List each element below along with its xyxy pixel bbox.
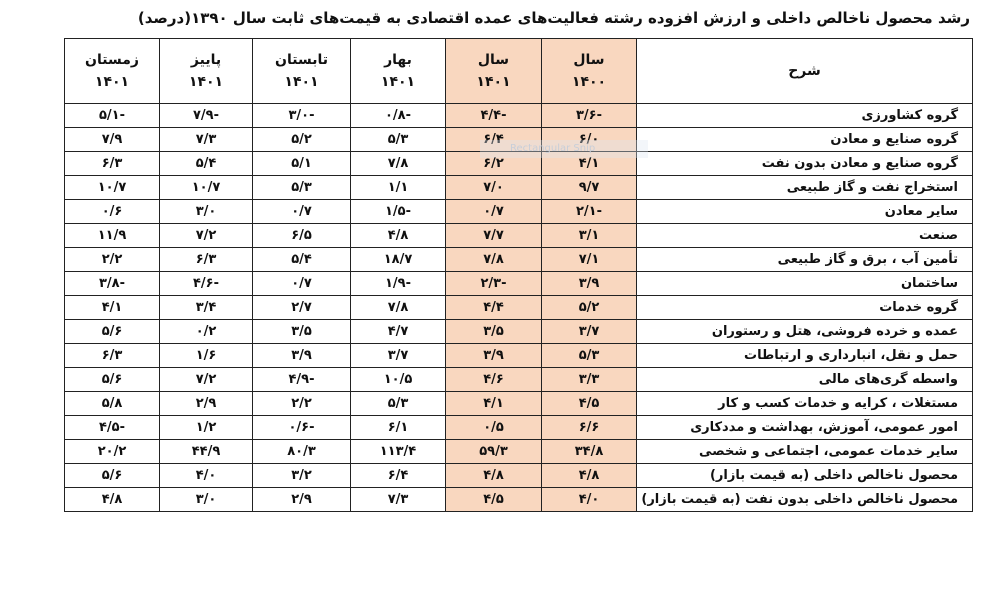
cell-summer: ۳/۵ (253, 320, 351, 344)
table-body (65, 104, 973, 512)
cell-winter: ۲۰/۲ (65, 440, 160, 464)
header-year-1401-value: ۱۴۰۱ (476, 74, 511, 90)
cell-year-1401: ۷/۸ (446, 248, 542, 272)
cell-spring: ۱۰/۵ (351, 368, 446, 392)
table-row (65, 224, 973, 248)
cell-desc: گروه صنایع و معادن (637, 128, 973, 152)
cell-year-1400: ۶/۰ (542, 128, 637, 152)
cell-year-1400: ۳/۳ (542, 368, 637, 392)
header-autumn-year: ۱۴۰۱ (188, 74, 224, 90)
snip-overlay: Rectangular Snip (480, 140, 648, 158)
cell-year-1400: -۳/۶ (542, 104, 637, 128)
cell-year-1401: ۶/۲ (446, 152, 542, 176)
cell-winter: ۶/۳ (65, 344, 160, 368)
cell-year-1401: -۲/۳ (446, 272, 542, 296)
cell-winter: ۵/۶ (65, 368, 160, 392)
cell-desc: استخراج نفت و گاز طبیعی (637, 176, 973, 200)
header-year-1400 (542, 39, 637, 104)
cell-autumn: ۱۰/۷ (160, 176, 253, 200)
cell-desc: حمل و نقل، انبارداری و ارتباطات (637, 344, 973, 368)
cell-year-1400: ۳۴/۸ (542, 440, 637, 464)
cell-desc: مستغلات ، کرایه و خدمات کسب و کار (637, 392, 973, 416)
cell-spring: ۷/۸ (351, 296, 446, 320)
cell-autumn: ۳/۰ (160, 200, 253, 224)
cell-year-1401: ۰/۵ (446, 416, 542, 440)
cell-summer: ۵/۲ (253, 128, 351, 152)
cell-summer: -۰/۶ (253, 416, 351, 440)
cell-year-1401: ۴/۱ (446, 392, 542, 416)
cell-summer: ۵/۳ (253, 176, 351, 200)
cell-summer: ۰/۷ (253, 200, 351, 224)
cell-winter: ۷/۹ (65, 128, 160, 152)
cell-year-1400: ۳/۱ (542, 224, 637, 248)
cell-winter: -۳/۸ (65, 272, 160, 296)
cell-autumn: ۴۴/۹ (160, 440, 253, 464)
header-year-1401-label: سال (477, 52, 510, 68)
table-row (65, 416, 973, 440)
cell-spring: ۱۸/۷ (351, 248, 446, 272)
cell-winter: ۲/۲ (65, 248, 160, 272)
cell-year-1401: ۴/۶ (446, 368, 542, 392)
header-winter-year: ۱۴۰۱ (94, 74, 130, 90)
cell-spring: ۱۱۳/۴ (351, 440, 446, 464)
cell-year-1401: ۴/۴ (446, 296, 542, 320)
cell-autumn: ۱/۶ (160, 344, 253, 368)
header-spring (351, 39, 446, 104)
cell-spring: ۶/۱ (351, 416, 446, 440)
cell-autumn: ۱/۲ (160, 416, 253, 440)
cell-winter: ۵/۶ (65, 320, 160, 344)
table-title: رشد محصول ناخالص داخلی و ارزش افزوده رشته فعالیت‌های عمده اقتصادی به قیمت‌های ثابت سال ۱۳۹۰(درصد) (137, 9, 970, 27)
table-row (65, 200, 973, 224)
table-row (65, 344, 973, 368)
table-row (65, 320, 973, 344)
cell-summer: ۵/۴ (253, 248, 351, 272)
cell-summer: ۲/۲ (253, 392, 351, 416)
table-row (65, 440, 973, 464)
cell-autumn: ۳/۰ (160, 488, 253, 512)
cell-desc: محصول ناخالص داخلی بدون نفت (به قیمت بازار) (637, 488, 973, 512)
cell-winter: ۰/۶ (65, 200, 160, 224)
cell-year-1400: ۴/۱ (542, 152, 637, 176)
cell-spring: ۴/۸ (351, 224, 446, 248)
table-row (65, 488, 973, 512)
cell-spring: ۷/۳ (351, 488, 446, 512)
cell-spring: ۵/۳ (351, 128, 446, 152)
cell-year-1400: ۶/۶ (542, 416, 637, 440)
cell-winter: ۴/۱ (65, 296, 160, 320)
cell-summer: ۰/۷ (253, 272, 351, 296)
cell-desc: سایر معادن (637, 200, 973, 224)
cell-summer: ۶/۵ (253, 224, 351, 248)
header-winter-label: زمستان (85, 52, 139, 68)
cell-year-1400: ۷/۱ (542, 248, 637, 272)
cell-summer: ۳/۲ (253, 464, 351, 488)
cell-year-1401: ۴/۵ (446, 488, 542, 512)
table-row (65, 296, 973, 320)
cell-spring: ۷/۸ (351, 152, 446, 176)
cell-desc: واسطه گری‌های مالی (637, 368, 973, 392)
header-autumn-label: پاییز (190, 52, 222, 68)
cell-spring: -۱/۹ (351, 272, 446, 296)
header-year-1401 (446, 39, 542, 104)
cell-desc: امور عمومی، آموزش، بهداشت و مددکاری (637, 416, 973, 440)
cell-desc: سایر خدمات عمومی، اجتماعی و شخصی (637, 440, 973, 464)
cell-spring: ۵/۳ (351, 392, 446, 416)
cell-desc: گروه خدمات (637, 296, 973, 320)
gdp-growth-table (64, 38, 973, 512)
cell-year-1401: -۴/۴ (446, 104, 542, 128)
table-row (65, 368, 973, 392)
cell-summer: ۲/۹ (253, 488, 351, 512)
table-row (65, 272, 973, 296)
table-row (65, 104, 973, 128)
cell-spring: -۱/۵ (351, 200, 446, 224)
cell-year-1401: ۷/۷ (446, 224, 542, 248)
cell-autumn: ۵/۴ (160, 152, 253, 176)
cell-autumn: ۳/۴ (160, 296, 253, 320)
table-container (64, 38, 972, 512)
cell-summer: ۵/۱ (253, 152, 351, 176)
cell-autumn: ۲/۹ (160, 392, 253, 416)
cell-summer: ۲/۷ (253, 296, 351, 320)
table-row (65, 464, 973, 488)
cell-desc: صنعت (637, 224, 973, 248)
cell-year-1401: ۰/۷ (446, 200, 542, 224)
cell-desc: تأمین آب ، برق و گاز طبیعی (637, 248, 973, 272)
header-year-1400-value: ۱۴۰۰ (571, 74, 607, 90)
cell-year-1400: ۴/۵ (542, 392, 637, 416)
cell-autumn: -۴/۶ (160, 272, 253, 296)
cell-autumn: ۷/۳ (160, 128, 253, 152)
table-row (65, 392, 973, 416)
cell-year-1401: ۳/۵ (446, 320, 542, 344)
cell-winter: ۴/۸ (65, 488, 160, 512)
header-summer (253, 39, 351, 104)
header-row (65, 39, 973, 104)
cell-year-1401: ۴/۸ (446, 464, 542, 488)
cell-year-1400: ۴/۸ (542, 464, 637, 488)
header-summer-label: تابستان (275, 52, 328, 68)
cell-year-1400: ۹/۷ (542, 176, 637, 200)
header-summer-year: ۱۴۰۱ (284, 74, 319, 90)
cell-year-1401: ۷/۰ (446, 176, 542, 200)
cell-year-1400: ۳/۷ (542, 320, 637, 344)
cell-winter: ۱۱/۹ (65, 224, 160, 248)
cell-winter: ۵/۸ (65, 392, 160, 416)
cell-spring: ۴/۷ (351, 320, 446, 344)
cell-summer: -۳/۰ (253, 104, 351, 128)
cell-year-1400: ۴/۰ (542, 488, 637, 512)
cell-year-1400: ۵/۳ (542, 344, 637, 368)
header-autumn (160, 39, 253, 104)
table-row (65, 176, 973, 200)
cell-summer: -۴/۹ (253, 368, 351, 392)
cell-year-1400: ۳/۹ (542, 272, 637, 296)
cell-winter: -۵/۱ (65, 104, 160, 128)
cell-year-1401: ۵۹/۳ (446, 440, 542, 464)
header-year-1400-label: سال (573, 52, 605, 68)
cell-autumn: ۷/۲ (160, 368, 253, 392)
cell-autumn: ۰/۲ (160, 320, 253, 344)
cell-spring: -۰/۸ (351, 104, 446, 128)
cell-autumn: ۶/۳ (160, 248, 253, 272)
cell-summer: ۸۰/۳ (253, 440, 351, 464)
header-desc: شرح (637, 39, 973, 104)
cell-winter: ۵/۶ (65, 464, 160, 488)
cell-winter: ۶/۳ (65, 152, 160, 176)
table-row (65, 248, 973, 272)
cell-desc: ساختمان (637, 272, 973, 296)
cell-desc: گروه کشاورزی (637, 104, 973, 128)
cell-year-1401: ۳/۹ (446, 344, 542, 368)
cell-desc: عمده و خرده فروشی، هتل و رستوران (637, 320, 973, 344)
cell-spring: ۶/۴ (351, 464, 446, 488)
cell-autumn: ۴/۰ (160, 464, 253, 488)
cell-desc: محصول ناخالص داخلی (به قیمت بازار) (637, 464, 973, 488)
cell-year-1400: -۲/۱ (542, 200, 637, 224)
cell-autumn: ۷/۲ (160, 224, 253, 248)
cell-year-1400: ۵/۲ (542, 296, 637, 320)
cell-desc: گروه صنایع و معادن بدون نفت (637, 152, 973, 176)
cell-autumn: -۷/۹ (160, 104, 253, 128)
header-winter (65, 39, 160, 104)
header-spring-label: بهار (384, 52, 412, 68)
cell-spring: ۱/۱ (351, 176, 446, 200)
cell-winter: -۴/۵ (65, 416, 160, 440)
cell-spring: ۳/۷ (351, 344, 446, 368)
cell-summer: ۳/۹ (253, 344, 351, 368)
header-spring-year: ۱۴۰۱ (380, 74, 416, 90)
cell-year-1401: ۶/۴ (446, 128, 542, 152)
cell-winter: ۱۰/۷ (65, 176, 160, 200)
